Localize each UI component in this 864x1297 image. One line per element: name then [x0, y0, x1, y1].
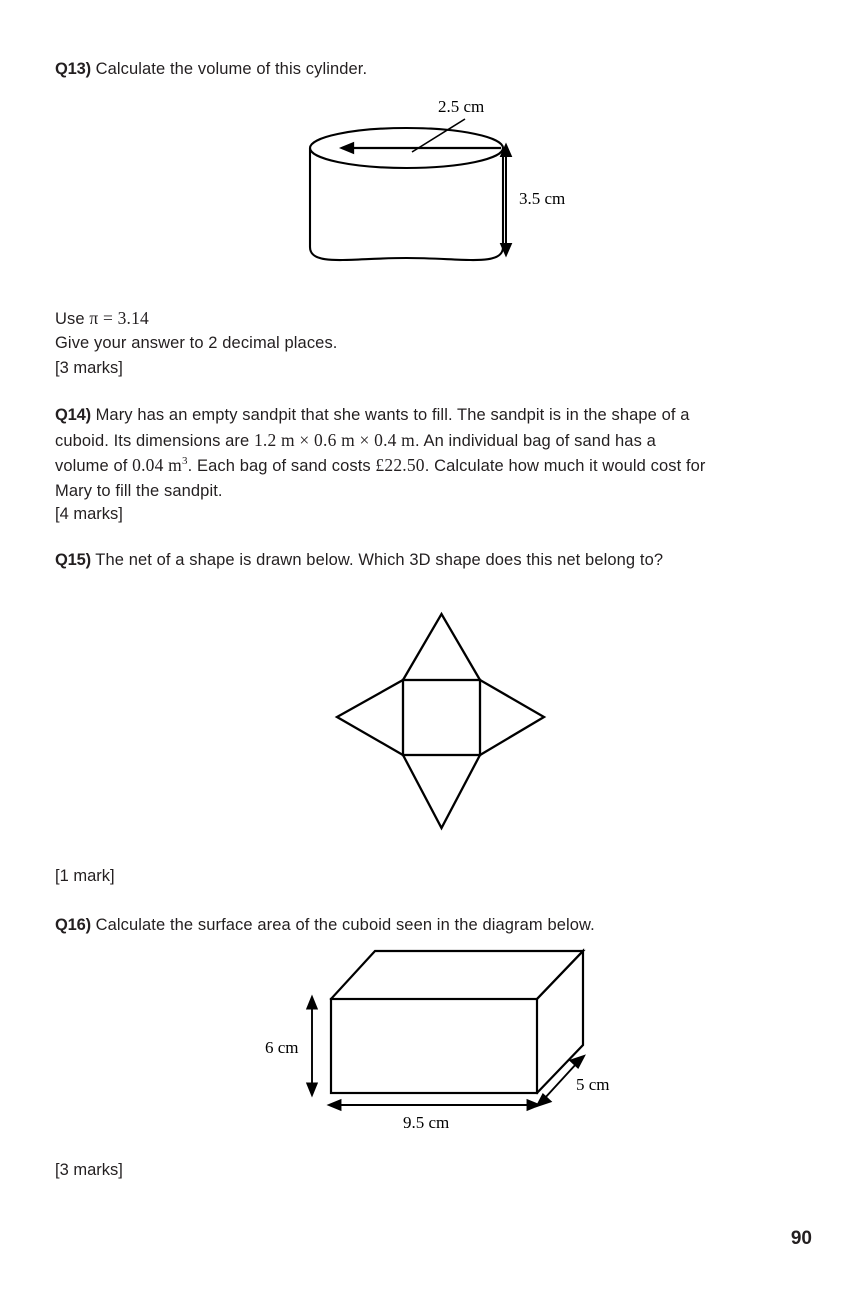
sandpit-dimensions: 1.2 m × 0.6 m × 0.4 m — [253, 429, 415, 450]
question-q13-marks: [3 marks] — [55, 359, 123, 377]
decimal-places-text: Give your answer to 2 decimal places. — [55, 334, 338, 352]
question-q14-line3-a: volume of — [55, 457, 133, 475]
figure-cuboid — [255, 935, 655, 1135]
question-q14-line1: Mary has an empty sandpit that she wants to fill. The sandpit is in the shape of a — [95, 406, 690, 424]
cylinder-drawing — [290, 95, 590, 275]
question-q15-text: The net of a shape is drawn below. Which 3D shape does this net belong to? — [95, 551, 664, 569]
question-q14-line2-b: . An individual bag of sand has a — [415, 431, 656, 450]
question-q16-prompt — [55, 913, 845, 938]
question-q13-text: Calculate the volume of this cylinder. — [95, 60, 368, 78]
question-q16-label: Q16) — [55, 916, 91, 934]
question-q14-line2-a: cuboid. Its dimensions are — [55, 431, 254, 450]
question-q15-prompt — [55, 548, 845, 573]
question-q14-label: Q14) — [55, 406, 91, 424]
question-q13-label: Q13) — [55, 60, 91, 78]
question-q13-instruction-pi — [55, 306, 555, 332]
question-q15-label: Q15) — [55, 551, 91, 569]
question-q16-marks: [3 marks] — [55, 1161, 123, 1179]
bag-volume-base: 0.04 m — [132, 455, 182, 475]
question-q14-line4: Mary to fill the sandpit. — [55, 481, 223, 500]
cuboid-depth-label: 5 cm — [576, 1075, 610, 1094]
figure-square-pyramid-net — [325, 600, 555, 835]
question-q14-line3-c: . Calculate how much it would cost for — [424, 457, 706, 475]
question-q15-marks: [1 mark] — [55, 867, 115, 885]
bag-volume — [132, 455, 188, 475]
cuboid-height-label: 6 cm — [265, 1038, 299, 1057]
cuboid-drawing — [255, 935, 655, 1135]
question-q13-prompt — [55, 57, 815, 82]
question-q14-prompt — [55, 403, 845, 503]
question-q14-marks: [4 marks] — [55, 505, 123, 523]
cylinder-radius-label: 2.5 cm — [438, 97, 485, 116]
bag-price: £22.50 — [375, 455, 425, 475]
pi-value: π = 3.14 — [89, 308, 150, 328]
question-q14-line3-b: . Each bag of sand costs — [187, 457, 376, 475]
figure-cylinder — [290, 95, 590, 275]
cylinder-height-label: 3.5 cm — [519, 189, 566, 208]
page-number: 90 — [790, 1228, 812, 1249]
use-word: Use — [55, 310, 90, 328]
bag-volume-exponent: 3 — [181, 455, 188, 468]
cuboid-width-label: 9.5 cm — [403, 1113, 450, 1132]
net-drawing — [325, 600, 555, 835]
question-q16-text: Calculate the surface area of the cuboid seen in the diagram below. — [95, 916, 595, 934]
question-q13-instruction-dp — [55, 331, 555, 356]
